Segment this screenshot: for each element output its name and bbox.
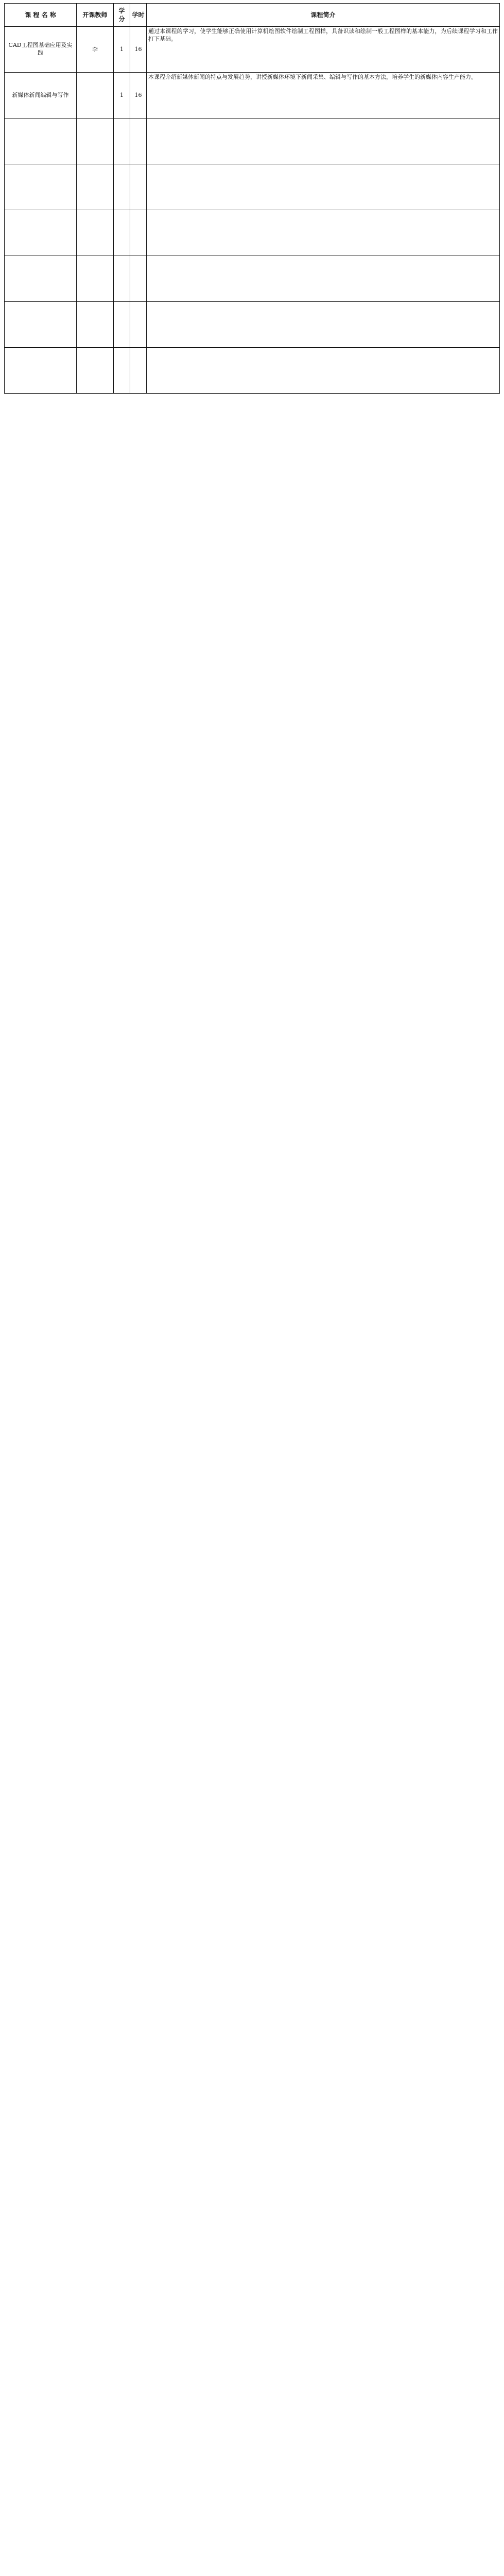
- course-credit: 1: [114, 73, 130, 118]
- course-credit: [114, 210, 130, 256]
- course-description: [147, 164, 500, 210]
- course-description: [147, 118, 500, 164]
- course-teacher: [77, 73, 114, 118]
- course-hours: [130, 348, 147, 394]
- course-description: [147, 348, 500, 394]
- header-description: 课程简介: [147, 4, 500, 27]
- header-teacher: 开课教师: [77, 4, 114, 27]
- table-row: [5, 164, 500, 210]
- course-table: [4, 3, 500, 394]
- course-description: [147, 210, 500, 256]
- course-teacher: [77, 348, 114, 394]
- course-name: [5, 348, 77, 394]
- table-row: [5, 210, 500, 256]
- table-row: [5, 256, 500, 302]
- course-description: [147, 256, 500, 302]
- course-name: [5, 210, 77, 256]
- course-teacher: [77, 256, 114, 302]
- course-hours: 16: [130, 73, 147, 118]
- course-teacher: 李: [77, 27, 114, 73]
- course-hours: 16: [130, 27, 147, 73]
- course-description: 通过本课程的学习，使学生能够正确使用计算机绘图软件绘制工程图样，具备识读和绘制一般工程图样的基本能力，为后续课程学习和工作打下基础。: [147, 27, 500, 73]
- course-description: [147, 302, 500, 348]
- course-credit: [114, 118, 130, 164]
- course-name: 新媒体新闻编辑与写作: [5, 73, 77, 118]
- table-row: [5, 118, 500, 164]
- table-row: [5, 348, 500, 394]
- course-rows: [5, 27, 500, 394]
- course-teacher: [77, 164, 114, 210]
- course-hours: [130, 164, 147, 210]
- course-credit: [114, 348, 130, 394]
- course-teacher: [77, 118, 114, 164]
- course-credit: [114, 302, 130, 348]
- course-teacher: [77, 210, 114, 256]
- header-row: [5, 4, 500, 27]
- course-hours: [130, 210, 147, 256]
- header-course-name: 课 程 名 称: [5, 4, 77, 27]
- course-teacher: [77, 302, 114, 348]
- header-credit: 学 分: [114, 4, 130, 27]
- course-name: [5, 164, 77, 210]
- course-name: [5, 256, 77, 302]
- course-credit: 1: [114, 27, 130, 73]
- course-name: [5, 302, 77, 348]
- table-row: [5, 73, 500, 118]
- course-hours: [130, 302, 147, 348]
- course-name: [5, 118, 77, 164]
- course-description: 本课程介绍新媒体新闻的特点与发展趋势，讲授新媒体环境下新闻采集、编辑与写作的基本方法，培养学生的新媒体内容生产能力。: [147, 73, 500, 118]
- header-hours: 学时: [130, 4, 147, 27]
- table-row: [5, 27, 500, 73]
- course-hours: [130, 118, 147, 164]
- course-hours: [130, 256, 147, 302]
- table-row: [5, 302, 500, 348]
- course-credit: [114, 256, 130, 302]
- course-name: CAD工程图基础应用及实践: [5, 27, 77, 73]
- course-credit: [114, 164, 130, 210]
